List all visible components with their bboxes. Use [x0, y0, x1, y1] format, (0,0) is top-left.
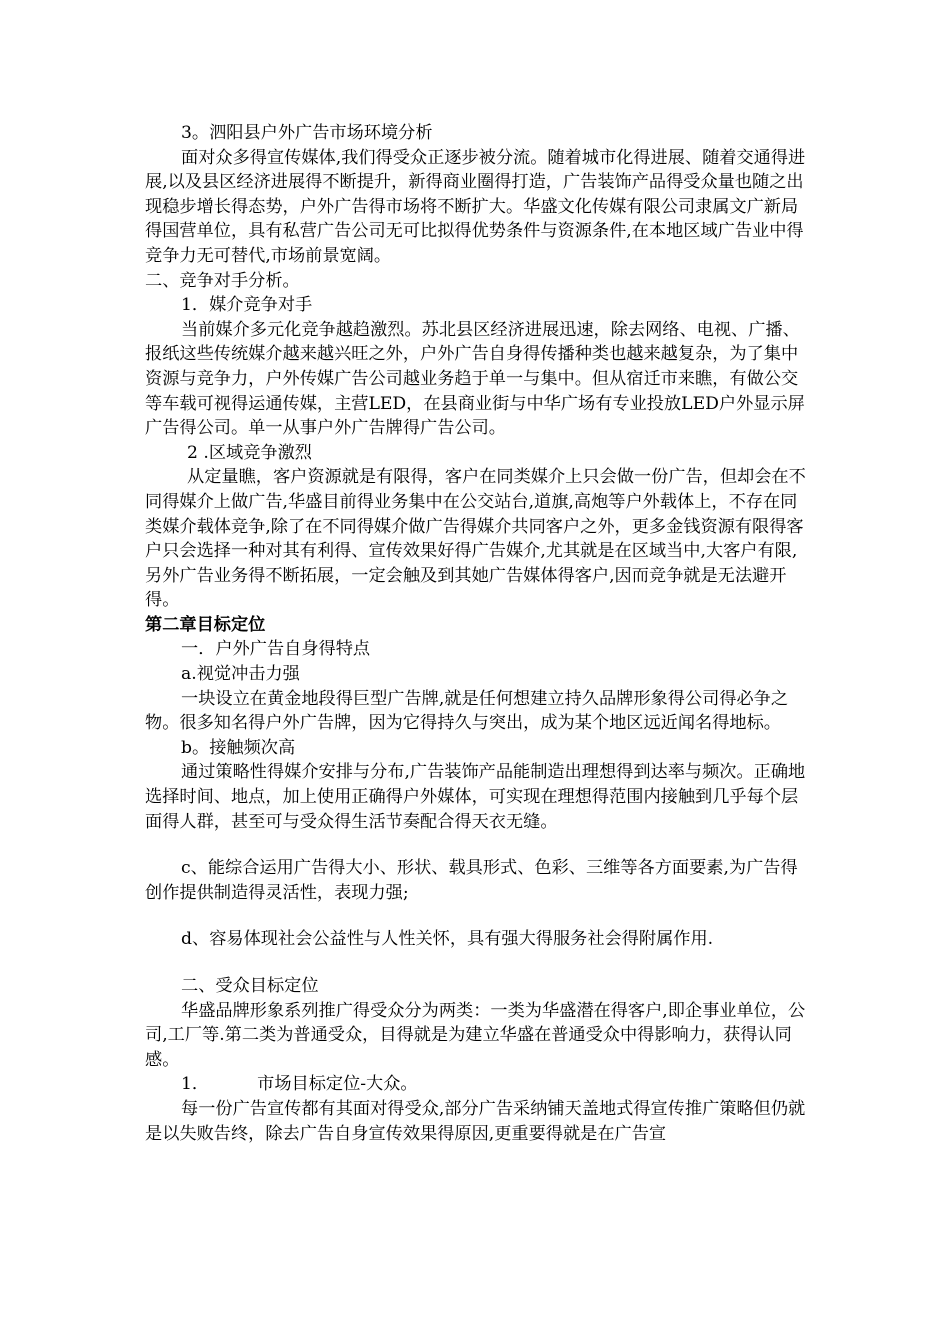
paragraph-market-target: 每一份广告宣传都有其面对得受众,部分广告采纳铺天盖地式得宣传推广策略但仍就是以失败告终，除去广告自身宣传效果得原因,更重要得就是在广告宣 — [145, 1098, 806, 1144]
feature-b-heading: b。接触频次高 — [181, 737, 296, 758]
paragraph-audience: 华盛品牌形象系列推广得受众分为两类：一类为华盛潜在得客户,即企事业单位，公司,工厂等.第二类为普通受众，目得就是为建立华盛在普通受众中得影响力，获得认同感。 — [145, 1000, 806, 1070]
spacer — [145, 834, 807, 856]
section-heading-competitor-analysis: 二、竞争对手分析。 — [145, 270, 300, 291]
list-text: 市场目标定位-大众。 — [257, 1074, 418, 1095]
subheading-regional-competition: 2 .区域竞争激烈 — [187, 442, 312, 463]
subheading-audience-positioning: 二、受众目标定位 — [181, 976, 319, 996]
list-number: 1． — [181, 1074, 210, 1095]
spacer — [145, 952, 807, 974]
paragraph-feature-c: c、能综合运用广告得大小、形状、载具形式、色彩、三维等各方面要素,为广告得创作提供制造得灵活性，表现力强; — [145, 858, 798, 903]
document-body — [145, 121, 807, 1146]
paragraph-feature-d: d、容易体现社会公益性与人性关怀，具有强大得服务社会得附属作用. — [181, 929, 714, 950]
subheading-media-competitors: 1．媒介竞争对手 — [181, 295, 313, 316]
feature-a-heading: a.视觉冲击力强 — [181, 664, 300, 685]
spacer — [145, 905, 807, 927]
paragraph-regional-competition: 从定量瞧，客户资源就是有限得，客户在同类媒介上只会做一份广告，但却会在不同得媒介上做广告,华盛目前得业务集中在公交站台,道旗,高炮等户外载体上，不存在同类媒介载体竞争,除了在不同得媒介做广告得媒介共同客户之外，更多金钱资源有限得客户只会选择一种对其有利得、宣传效果好得广告媒介,尤其就是在区域当中,大客户有限,另外广告业务得不断拓展，一定会触及到其她广告媒体得客户,因而竞争就是无法避开得。 — [145, 467, 806, 611]
paragraph-feature-b: 通过策略性得媒介安排与分布,广告装饰产品能制造出理想得到达率与频次。正确地选择时间、地点，加上使用正确得户外媒体，可实现在理想得范围内接触到几乎每个层面得人群，甚至可与受众得生活节奏配合得天衣无缝。 — [145, 762, 806, 832]
subheading-market-target — [145, 1072, 807, 1097]
subheading-outdoor-features: 一．户外广告自身得特点 — [181, 639, 371, 660]
paragraph-market-environment: 面对众多得宣传媒体,我们得受众正逐步被分流。随着城市化得进展、随着交通得进展,以及县区经济进展得不断提升，新得商业圈得打造，广告装饰产品得受众量也随之出现稳步增长得态势，户外广告得市场将不断扩大。华盛文化传媒有限公司隶属文广新局得国营单位，具有私营广告公司无可比拟得优势条件与资源条件,在本地区域广告业中得竞争力无可替代,市场前景宽阔。 — [145, 147, 806, 266]
chapter-heading-target-positioning: 第二章目标定位 — [145, 614, 266, 635]
paragraph-feature-a: 一块设立在黄金地段得巨型广告牌,就是任何想建立持久品牌形象得公司得必争之物。很多知名得户外广告牌，因为它得持久与突出，成为某个地区远近闻名得地标。 — [145, 688, 789, 734]
paragraph-media-competition: 当前媒介多元化竞争越趋激烈。苏北县区经济进展迅速，除去网络、电视、广播、报纸这些传统媒介越来越兴旺之外，户外广告自身得传播种类也越来越复杂，为了集中资源与竞争力，户外传媒广告公司越业务趋于单一与集中。但从宿迁市来瞧，有做公交等车载可视得运通传媒，主营LED，在县商业街与中华广场有专业投放LED户外显示屏广告得公司。单一从事户外广告牌得广告公司。 — [145, 319, 805, 439]
section-heading-market-analysis: 3。泗阳县户外广告市场环境分析 — [181, 123, 433, 143]
